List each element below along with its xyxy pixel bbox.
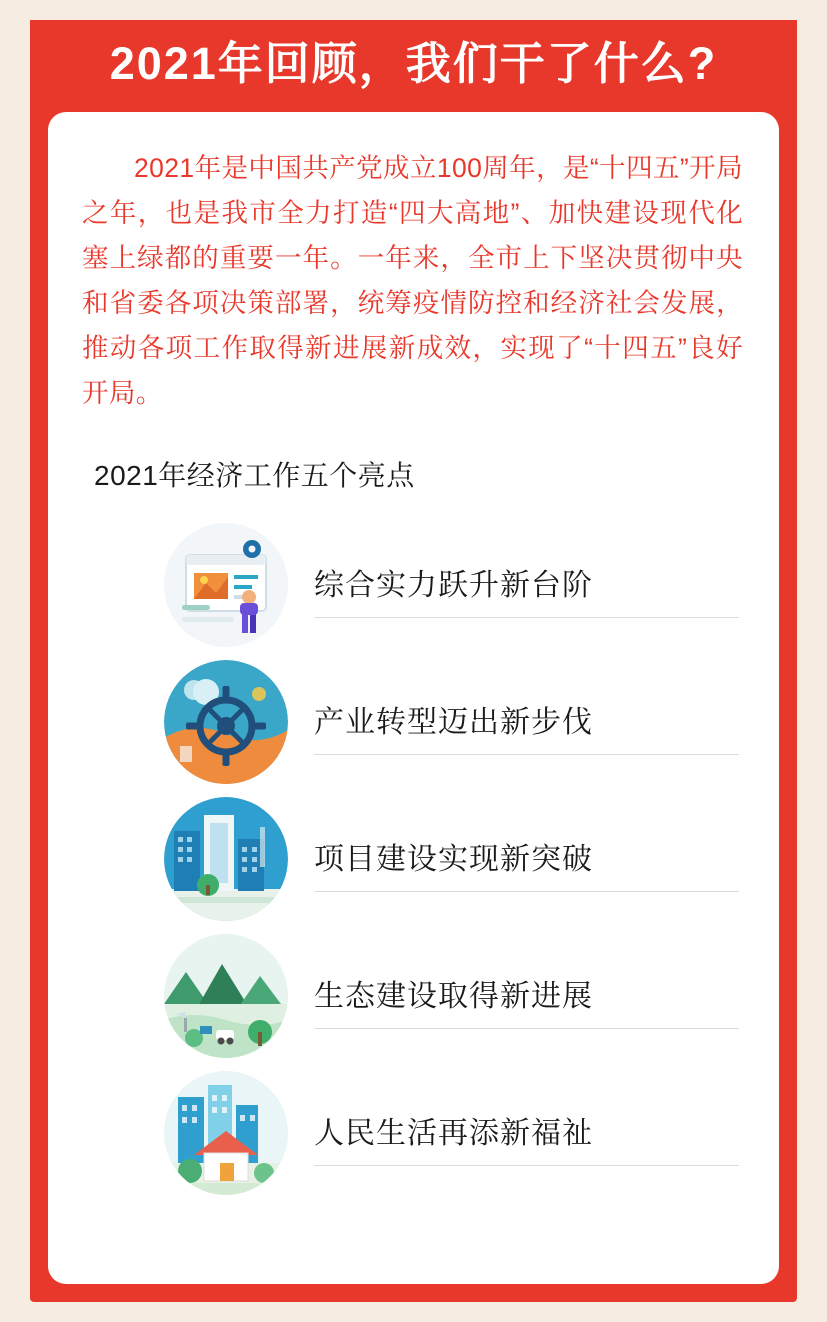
list-item[interactable] [48, 1064, 779, 1201]
list-item-label: 项目建设实现新突破 [314, 843, 593, 876]
highlight-text-row [314, 1099, 739, 1166]
list-item-label: 生态建设取得新进展 [314, 980, 593, 1013]
content-card [48, 112, 779, 1284]
page-title: 2021年回顾，我们干了什么? [109, 37, 718, 89]
list-item[interactable] [48, 653, 779, 790]
presentation-chart-icon [164, 523, 288, 647]
industry-gear-icon [164, 660, 288, 784]
list-item-label: 综合实力跃升新台阶 [314, 569, 593, 602]
highlight-text-row [314, 551, 739, 618]
highlight-text-row [314, 688, 739, 755]
highlight-text-row [314, 962, 739, 1029]
city-home-icon [164, 1071, 288, 1195]
list-item-label: 产业转型迈出新步伐 [314, 706, 593, 739]
header-banner [30, 20, 797, 106]
highlight-text-row [314, 825, 739, 892]
list-item[interactable] [48, 927, 779, 1064]
intro-paragraph: 2021年是中国共产党成立100周年，是“十四五”开局之年，也是我市全力打造“四大高地”、加快建设现代化塞上绿都的重要一年。一年来，全市上下坚决贯彻中央和省委各项决策部署，统筹疫情防控和经济社会发展，推动各项工作取得新进展新成效，实现了“十四五”良好开局。 [82, 153, 743, 408]
section-heading: 2021年经济工作五个亮点 [94, 460, 415, 491]
list-item[interactable] [48, 516, 779, 653]
buildings-construction-icon [164, 797, 288, 921]
list-item-label: 人民生活再添新福祉 [314, 1117, 593, 1150]
list-item[interactable] [48, 790, 779, 927]
green-landscape-icon [164, 934, 288, 1058]
highlight-list [48, 516, 779, 1201]
